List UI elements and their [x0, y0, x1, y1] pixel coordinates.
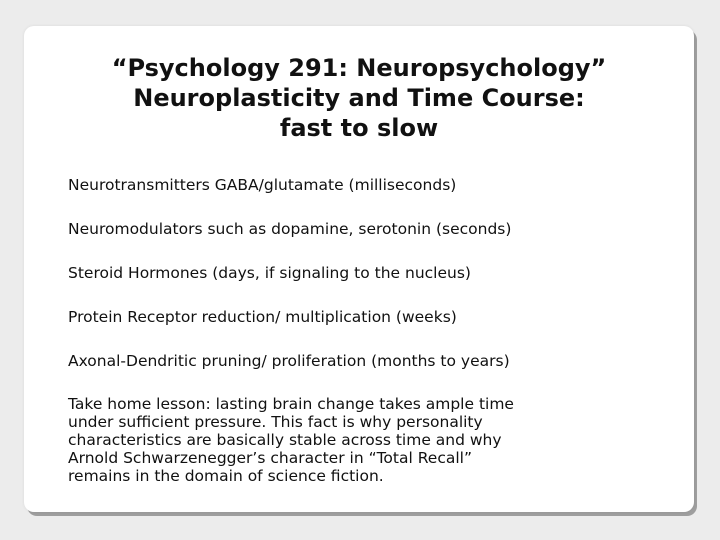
- slide-title: [24, 53, 694, 143]
- bullet-item: Axonal-Dendritic pruning/ proliferation (months to years): [68, 352, 510, 370]
- bullet-item: Steroid Hormones (days, if signaling to the nucleus): [68, 264, 471, 282]
- lesson-line: remains in the domain of science fiction.: [68, 467, 384, 485]
- lesson-line: Arnold Schwarzenegger’s character in “Total Recall”: [68, 449, 472, 467]
- lesson-line: Take home lesson: lasting brain change takes ample time: [68, 395, 514, 413]
- title-line: Neuroplasticity and Time Course:: [133, 84, 585, 112]
- take-home-lesson: [68, 395, 668, 485]
- bullet-item: Neuromodulators such as dopamine, serotonin (seconds): [68, 220, 512, 238]
- title-line: fast to slow: [279, 114, 439, 142]
- slide-card: [24, 26, 694, 512]
- bullet-item: Protein Receptor reduction/ multiplication (weeks): [68, 308, 457, 326]
- lesson-line: under sufficient pressure. This fact is why personality: [68, 413, 483, 431]
- lesson-line: characteristics are basically stable across time and why: [68, 431, 502, 449]
- title-line: “Psychology 291: Neuropsychology”: [111, 54, 607, 82]
- bullet-item: Neurotransmitters GABA/glutamate (milliseconds): [68, 176, 457, 194]
